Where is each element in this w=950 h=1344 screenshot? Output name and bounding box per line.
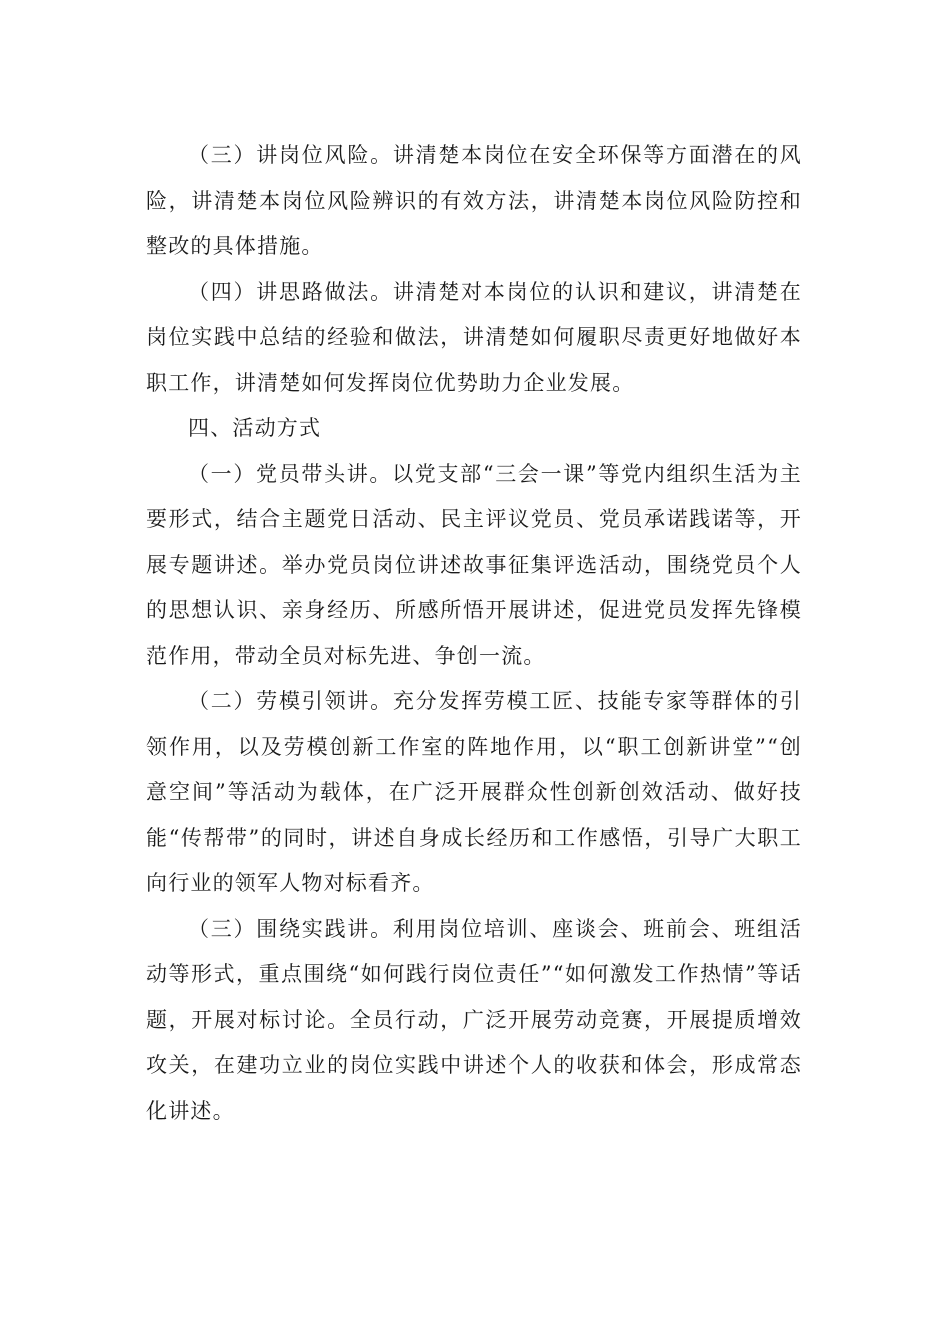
paragraph-around-practice: （三）围绕实践讲。利用岗位培训、座谈会、班前会、班组活动等形式，重点围绕“如何践行岗位责任”“如何激发工作热情”等话题，开展对标讨论。全员行动，广泛开展劳动竞赛，开展提质增效攻关，在建功立业的岗位实践中讲述个人的收获和体会，形成常态化讲述。 (146, 916, 802, 1123)
paragraph-post-risk: （三）讲岗位风险。讲清楚本岗位在安全环保等方面潜在的风险，讲清楚本岗位风险辨识的有效方法，讲清楚本岗位风险防控和整改的具体措施。 (146, 143, 802, 258)
paragraph-model-workers-lead: （二）劳模引领讲。充分发挥劳模工匠、技能专家等群体的引领作用，以及劳模创新工作室的阵地作用，以“职工创新讲堂”“创意空间”等活动为载体，在广泛开展群众性创新创效活动、做好技能“传帮带”的同时，讲述自身成长经历和工作感悟，引导广大职工向行业的领军人物对标看齐。 (146, 689, 802, 895)
section-heading-activity-methods: 四、活动方式 (188, 416, 322, 440)
paragraph-party-members-lead: （一）党员带头讲。以党支部“三会一课”等党内组织生活为主要形式，结合主题党日活动、民主评议党员、党员承诺践诺等，开展专题讲述。举办党员岗位讲述故事征集评选活动，围绕党员个人的思想认识、亲身经历、所感所悟开展讲述，促进党员发挥先锋模范作用，带动全员对标先进、争创一流。 (146, 461, 802, 668)
document-body (146, 133, 802, 1134)
paragraph-ideas-methods: （四）讲思路做法。讲清楚对本岗位的认识和建议，讲清楚在岗位实践中总结的经验和做法，讲清楚如何履职尽责更好地做好本职工作，讲清楚如何发挥岗位优势助力企业发展。 (146, 279, 802, 395)
